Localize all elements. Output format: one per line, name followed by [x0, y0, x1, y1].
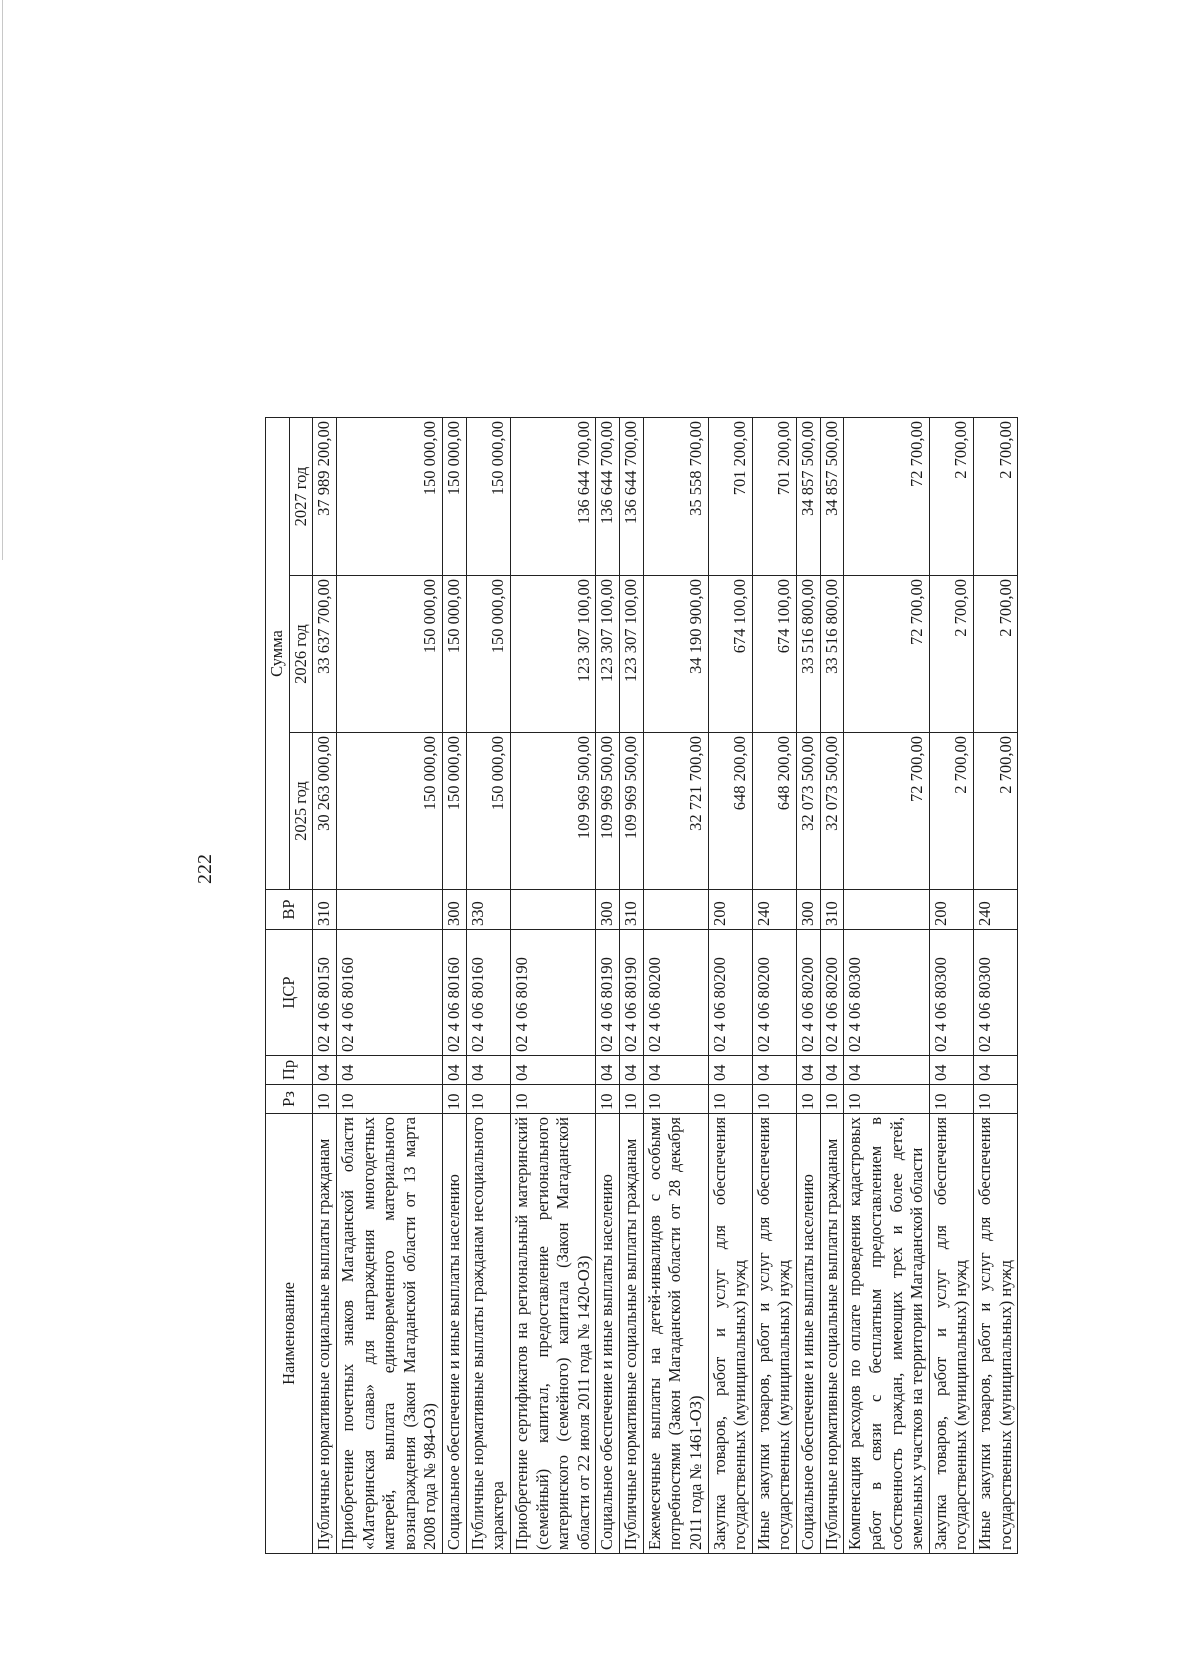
- header-rz: Рз: [266, 1085, 313, 1114]
- cell-2026: 674 100,00: [708, 576, 752, 733]
- cell-rz: 10: [313, 1085, 337, 1114]
- cell-pr: 04: [620, 1056, 644, 1085]
- cell-vr: 300: [797, 890, 821, 930]
- cell-2026: 2 700,00: [929, 576, 973, 733]
- header-2025: 2025 год: [289, 733, 313, 890]
- cell-2027: 34 857 500,00: [797, 418, 821, 576]
- cell-2027: 150 000,00: [443, 418, 467, 576]
- table-row: [510, 418, 596, 1554]
- cell-2025: 32 721 700,00: [643, 733, 708, 890]
- cell-name: Приобретение почетных знаков Магаданской области «Материнская слава» для награждения многодетных матерей, выплата единовременного материального вознаграждения (Закон Магаданской области от 13 марта 2008 года № 984-ОЗ): [336, 1114, 442, 1554]
- cell-2025: 109 969 500,00: [510, 733, 596, 890]
- cell-rz: 10: [752, 1085, 796, 1114]
- cell-2027: 2 700,00: [974, 418, 1018, 576]
- cell-csr: 02 4 06 80190: [510, 930, 596, 1056]
- cell-pr: 04: [820, 1056, 844, 1085]
- table-row: [643, 418, 708, 1554]
- cell-name: Публичные нормативные социальные выплаты гражданам: [820, 1114, 844, 1554]
- cell-pr: 04: [797, 1056, 821, 1085]
- cell-pr: 04: [443, 1056, 467, 1085]
- table-row: [313, 418, 337, 1554]
- cell-2027: 2 700,00: [929, 418, 973, 576]
- cell-csr: 02 4 06 80160: [443, 930, 467, 1056]
- cell-vr: 200: [708, 890, 752, 930]
- table-row: [596, 418, 620, 1554]
- cell-csr: 02 4 06 80190: [620, 930, 644, 1056]
- cell-2026: 33 516 800,00: [797, 576, 821, 733]
- header-2027: 2027 год: [289, 418, 313, 576]
- cell-rz: 10: [643, 1085, 708, 1114]
- cell-vr: [643, 890, 708, 930]
- table-header-row: [266, 418, 290, 1554]
- cell-pr: 04: [336, 1056, 442, 1085]
- cell-csr: 02 4 06 80150: [313, 930, 337, 1056]
- budget-table: [265, 417, 1018, 1554]
- cell-name: Социальное обеспечение и иные выплаты населению: [596, 1114, 620, 1554]
- cell-name: Приобретение сертификатов на региональный материнский (семейный) капитал, предоставление регионального материнского (семейного) капитала (Закон Магаданской области от 22 июля 2011 года № 1420-ОЗ): [510, 1114, 596, 1554]
- cell-csr: 02 4 06 80200: [643, 930, 708, 1056]
- table-row: [752, 418, 796, 1554]
- table-row: [620, 418, 644, 1554]
- cell-name: Компенсация расходов по оплате проведения кадастровых работ в связи с бесплатным предоставлением в собственность граждан, имеющих трех и более детей, земельных участков на территории Магаданской области: [844, 1114, 930, 1554]
- cell-2026: 150 000,00: [466, 576, 510, 733]
- cell-2025: 648 200,00: [752, 733, 796, 890]
- cell-2026: 123 307 100,00: [620, 576, 644, 733]
- cell-name: Иные закупки товаров, работ и услуг для обеспечения государственных (муниципальных) нужд: [974, 1114, 1018, 1554]
- cell-2026: 674 100,00: [752, 576, 796, 733]
- cell-pr: 04: [596, 1056, 620, 1085]
- cell-2027: 136 644 700,00: [510, 418, 596, 576]
- cell-vr: [844, 890, 930, 930]
- cell-csr: 02 4 06 80200: [752, 930, 796, 1056]
- cell-2026: 123 307 100,00: [596, 576, 620, 733]
- cell-2025: 109 969 500,00: [596, 733, 620, 890]
- cell-2027: 150 000,00: [466, 418, 510, 576]
- cell-name: Ежемесячные выплаты на детей-инвалидов с особыми потребностями (Закон Магаданской области от 28 декабря 2011 года № 1461-ОЗ): [643, 1114, 708, 1554]
- header-sum: Сумма: [266, 418, 290, 890]
- cell-csr: 02 4 06 80160: [336, 930, 442, 1056]
- cell-name: Социальное обеспечение и иные выплаты населению: [443, 1114, 467, 1554]
- cell-2026: 2 700,00: [974, 576, 1018, 733]
- cell-rz: 10: [336, 1085, 442, 1114]
- table-row: [708, 418, 752, 1554]
- cell-rz: 10: [929, 1085, 973, 1114]
- cell-rz: 10: [620, 1085, 644, 1114]
- table-row: [443, 418, 467, 1554]
- table-row: [797, 418, 821, 1554]
- cell-name: Закупка товаров, работ и услуг для обеспечения государственных (муниципальных) нужд: [708, 1114, 752, 1554]
- cell-2027: 136 644 700,00: [620, 418, 644, 576]
- cell-2025: 2 700,00: [929, 733, 973, 890]
- cell-2027: 150 000,00: [336, 418, 442, 576]
- cell-2026: 72 700,00: [844, 576, 930, 733]
- cell-csr: 02 4 06 80190: [596, 930, 620, 1056]
- cell-2025: 648 200,00: [708, 733, 752, 890]
- table-row: [466, 418, 510, 1554]
- table-row: [820, 418, 844, 1554]
- cell-2027: 72 700,00: [844, 418, 930, 576]
- rotated-page: [180, 149, 1080, 1589]
- cell-2027: 701 200,00: [708, 418, 752, 576]
- header-vr: ВР: [266, 890, 313, 930]
- header-name: Наименование: [266, 1114, 313, 1554]
- cell-csr: 02 4 06 80200: [708, 930, 752, 1056]
- page-edge-line: [2, 0, 3, 560]
- cell-csr: 02 4 06 80300: [929, 930, 973, 1056]
- cell-2026: 33 637 700,00: [313, 576, 337, 733]
- cell-csr: 02 4 06 80300: [844, 930, 930, 1056]
- cell-pr: 04: [313, 1056, 337, 1085]
- cell-rz: 10: [443, 1085, 467, 1114]
- cell-name: Публичные нормативные социальные выплаты гражданам: [620, 1114, 644, 1554]
- cell-2026: 150 000,00: [443, 576, 467, 733]
- cell-vr: 310: [313, 890, 337, 930]
- cell-csr: 02 4 06 80300: [974, 930, 1018, 1056]
- cell-pr: 04: [510, 1056, 596, 1085]
- cell-2025: 109 969 500,00: [620, 733, 644, 890]
- cell-2025: 2 700,00: [974, 733, 1018, 890]
- cell-pr: 04: [752, 1056, 796, 1085]
- cell-2026: 123 307 100,00: [510, 576, 596, 733]
- cell-2025: 72 700,00: [844, 733, 930, 890]
- cell-2025: 30 263 000,00: [313, 733, 337, 890]
- table-row: [974, 418, 1018, 1554]
- cell-2026: 33 516 800,00: [820, 576, 844, 733]
- cell-vr: 310: [820, 890, 844, 930]
- cell-csr: 02 4 06 80200: [820, 930, 844, 1056]
- cell-name: Публичные нормативные социальные выплаты гражданам: [313, 1114, 337, 1554]
- cell-rz: 10: [510, 1085, 596, 1114]
- cell-2025: 150 000,00: [466, 733, 510, 890]
- cell-pr: 04: [466, 1056, 510, 1085]
- cell-vr: 300: [596, 890, 620, 930]
- cell-2027: 701 200,00: [752, 418, 796, 576]
- cell-vr: 240: [752, 890, 796, 930]
- cell-vr: 200: [929, 890, 973, 930]
- cell-2025: 32 073 500,00: [797, 733, 821, 890]
- cell-rz: 10: [820, 1085, 844, 1114]
- cell-vr: [510, 890, 596, 930]
- cell-2025: 150 000,00: [336, 733, 442, 890]
- page-number: 222: [194, 854, 216, 884]
- cell-pr: 04: [643, 1056, 708, 1085]
- cell-rz: 10: [596, 1085, 620, 1114]
- header-pr: Пр: [266, 1056, 313, 1085]
- cell-name: Публичные нормативные выплаты гражданам несоциального характера: [466, 1114, 510, 1554]
- cell-2025: 32 073 500,00: [820, 733, 844, 890]
- cell-pr: 04: [929, 1056, 973, 1085]
- cell-csr: 02 4 06 80160: [466, 930, 510, 1056]
- table-row: [844, 418, 930, 1554]
- cell-2025: 150 000,00: [443, 733, 467, 890]
- table-row: [929, 418, 973, 1554]
- cell-csr: 02 4 06 80200: [797, 930, 821, 1056]
- cell-rz: 10: [844, 1085, 930, 1114]
- cell-pr: 04: [844, 1056, 930, 1085]
- cell-vr: 330: [466, 890, 510, 930]
- cell-2026: 150 000,00: [336, 576, 442, 733]
- cell-vr: [336, 890, 442, 930]
- cell-2027: 136 644 700,00: [596, 418, 620, 576]
- header-csr: ЦСР: [266, 930, 313, 1056]
- header-2026: 2026 год: [289, 576, 313, 733]
- cell-vr: 310: [620, 890, 644, 930]
- cell-pr: 04: [974, 1056, 1018, 1085]
- cell-2026: 34 190 900,00: [643, 576, 708, 733]
- cell-name: Закупка товаров, работ и услуг для обеспечения государственных (муниципальных) нужд: [929, 1114, 973, 1554]
- cell-rz: 10: [708, 1085, 752, 1114]
- cell-2027: 35 558 700,00: [643, 418, 708, 576]
- cell-pr: 04: [708, 1056, 752, 1085]
- cell-2027: 37 989 200,00: [313, 418, 337, 576]
- cell-2027: 34 857 500,00: [820, 418, 844, 576]
- cell-rz: 10: [797, 1085, 821, 1114]
- cell-rz: 10: [974, 1085, 1018, 1114]
- cell-name: Социальное обеспечение и иные выплаты населению: [797, 1114, 821, 1554]
- cell-vr: 300: [443, 890, 467, 930]
- cell-rz: 10: [466, 1085, 510, 1114]
- table-row: [336, 418, 442, 1554]
- cell-name: Иные закупки товаров, работ и услуг для обеспечения государственных (муниципальных) нужд: [752, 1114, 796, 1554]
- cell-vr: 240: [974, 890, 1018, 930]
